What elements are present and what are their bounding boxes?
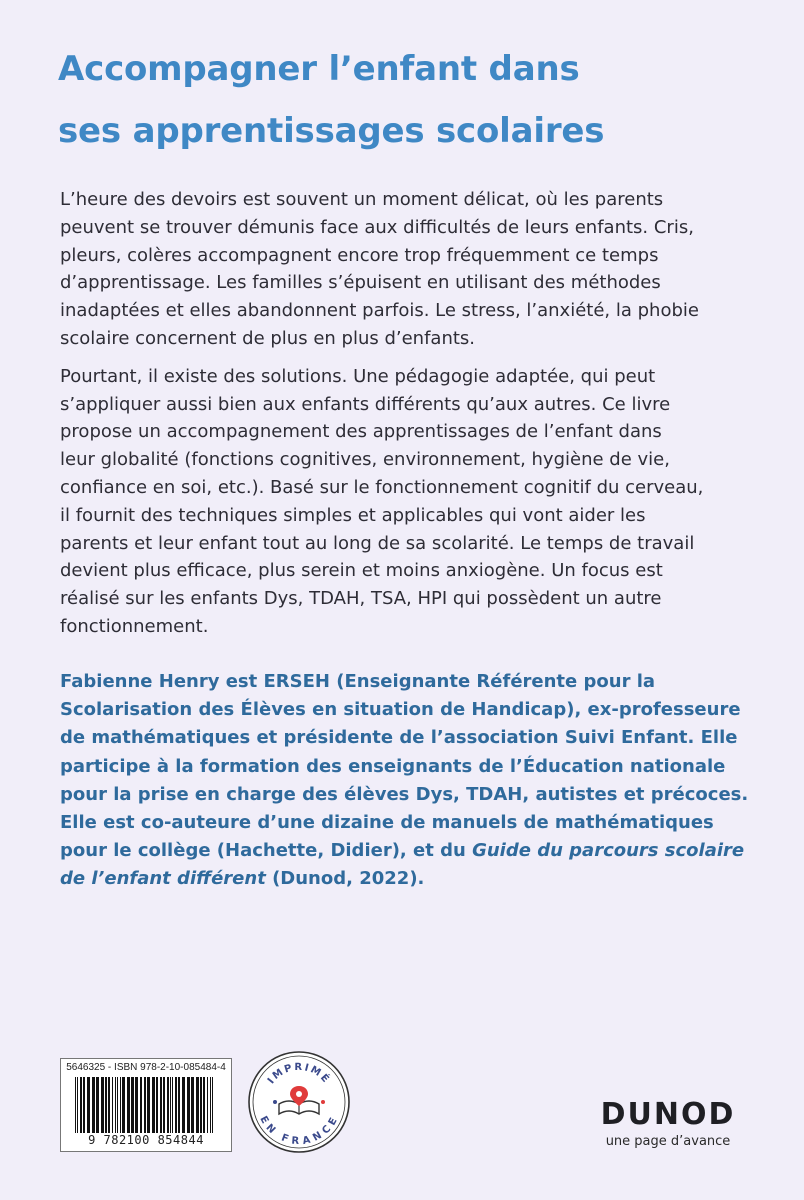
description-paragraph-1 bbox=[60, 186, 750, 353]
publisher-logo bbox=[588, 1098, 748, 1149]
publisher-name: DUNOD bbox=[600, 1097, 736, 1132]
author-bio-text: pour le collège (Hachette, Didier), et du bbox=[60, 840, 473, 862]
stamp-bottom-text: EN FRANCE bbox=[257, 1114, 341, 1148]
title-line-2: ses apprentissages scolaires bbox=[58, 111, 605, 151]
description-line: scolaire concernent de plus en plus d’enfants. bbox=[60, 327, 476, 349]
description-line: peuvent se trouver démunis face aux difficultés de leurs enfants. Cris, bbox=[60, 216, 694, 238]
isbn-barcode bbox=[60, 1058, 232, 1152]
description-line: fonctionnement. bbox=[60, 615, 209, 637]
description-line: parents et leur enfant tout au long de sa scolarité. Le temps de travail bbox=[60, 532, 695, 554]
barcode-icon bbox=[73, 1077, 219, 1133]
description-line: leur globalité (fonctions cognitives, environnement, hygiène de vie, bbox=[60, 449, 670, 471]
barcode-digits: 9 782100 854844 bbox=[88, 1133, 204, 1147]
author-bio-line: Scolarisation des Élèves en situation de Handicap), ex-professeure bbox=[60, 699, 741, 721]
author-bio-line: pour la prise en charge des élèves Dys, TDAH, autistes et précoces. bbox=[60, 783, 749, 805]
description-line: propose un accompagnement des apprentissages de l’enfant dans bbox=[60, 421, 662, 443]
author-name: Fabienne Henry bbox=[60, 671, 220, 692]
description-line: d’apprentissage. Les familles s’épuisent en utilisant des méthodes bbox=[60, 272, 661, 294]
author-bio-text: (Dunod, 2022). bbox=[265, 868, 425, 890]
description-line: inadaptées et elles abandonnent parfois. Le stress, l’anxiété, la phobie bbox=[60, 300, 699, 322]
description-line: L’heure des devoirs est souvent un moment délicat, où les parents bbox=[60, 189, 664, 210]
isbn-label: 5646325 - ISBN 978-2-10-085484-4 bbox=[66, 1062, 226, 1073]
author-bio-line: de mathématiques et présidente de l’association Suivi Enfant. Elle bbox=[60, 727, 738, 749]
description-line: il fournit des techniques simples et applicables qui vont aider les bbox=[60, 504, 646, 526]
author-bio-line bbox=[60, 837, 750, 865]
author-bio bbox=[60, 668, 750, 894]
publisher-tagline: une page d’avance bbox=[605, 1134, 731, 1149]
stamp-top-text: IMPRIMÉ bbox=[265, 1061, 333, 1087]
author-bio-line bbox=[60, 668, 750, 696]
book-description bbox=[60, 186, 750, 651]
book-title bbox=[58, 38, 778, 162]
description-line: Pourtant, il existe des solutions. Une pédagogie adaptée, qui peut bbox=[60, 365, 656, 387]
description-line: confiance en soi, etc.). Basé sur le fonctionnement cognitif du cerveau, bbox=[60, 476, 704, 498]
book-reference-title: de l’enfant différent bbox=[60, 868, 266, 890]
title-line-1: Accompagner l’enfant dans bbox=[58, 49, 580, 89]
description-paragraph-2 bbox=[60, 363, 750, 641]
book-reference-title: Guide du parcours scolaire bbox=[472, 840, 745, 862]
description-line: réalisé sur les enfants Dys, TDAH, TSA, HPI qui possèdent un autre bbox=[60, 588, 662, 610]
description-line: pleurs, colères accompagnent encore trop fréquemment ce temps bbox=[60, 244, 659, 266]
description-line: s’appliquer aussi bien aux enfants différents qu’aux autres. Ce livre bbox=[60, 393, 671, 415]
author-bio-line: Elle est co-auteure d’une dizaine de manuels de mathématiques bbox=[60, 812, 714, 834]
stamp-icon bbox=[245, 1048, 353, 1156]
printed-in-france-stamp bbox=[245, 1048, 353, 1156]
author-bio-line: participe à la formation des enseignants de l’Éducation nationale bbox=[60, 755, 726, 777]
description-line: devient plus efficace, plus serein et moins anxiogène. Un focus est bbox=[60, 560, 663, 582]
author-bio-text: est ERSEH (Enseignante Référente pour la bbox=[219, 671, 656, 692]
author-bio-line bbox=[60, 865, 750, 893]
